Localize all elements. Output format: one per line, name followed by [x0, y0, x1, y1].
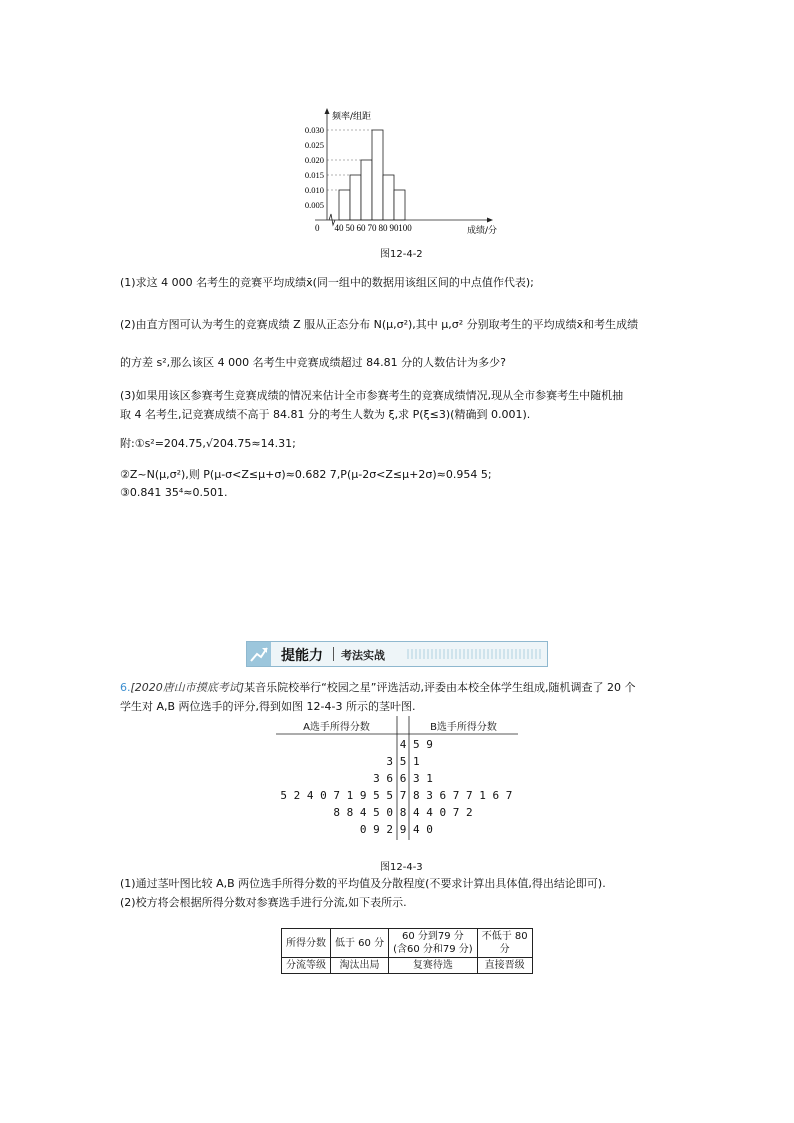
- stemleaf-leaves-b: 4 4 0 7 2: [413, 806, 473, 819]
- stemleaf-leaves-b: 1: [413, 755, 420, 768]
- x-tick-label: 70: [367, 223, 377, 233]
- stemleaf-stem: 6: [399, 772, 407, 785]
- question-number: 6.: [120, 681, 131, 694]
- section-banner: [246, 641, 548, 667]
- table-cell: 直接晋级: [477, 958, 532, 974]
- table-cell: 低于 60 分: [331, 929, 389, 958]
- y-tick-labels: [305, 125, 324, 210]
- table-cell: 复赛待选: [389, 958, 478, 974]
- origin-label: 0: [315, 223, 320, 233]
- y-tick-label: 0.030: [304, 125, 324, 135]
- p6-line-2: 学生对 A,B 两位选手的评分,得到如图 12-4-3 所示的茎叶图.: [120, 700, 416, 713]
- y-tick-label: 0.015: [304, 170, 324, 180]
- y-tick-label: 0.020: [304, 155, 324, 165]
- stemleaf-leaves-b: 8 3 6 7 7 1 6 7: [413, 789, 513, 802]
- histogram-bar: [372, 130, 383, 220]
- figure-caption-2: 图12-4-3: [380, 862, 423, 873]
- figure-caption-1: 图12-4-2: [380, 249, 423, 260]
- stemleaf-leaves-b: 3 1: [413, 772, 433, 785]
- x-axis-title: 成绩/分: [467, 226, 498, 236]
- stemleaf-header-b: B选手所得分数: [430, 722, 497, 733]
- stemleaf-leaves-b: 4 0: [413, 823, 433, 836]
- x-tick-label: 60: [356, 223, 366, 233]
- y-tick-label: 0.010: [304, 185, 324, 195]
- question-source: [2020唐山市摸底考试]: [130, 681, 245, 694]
- y-tick-label: 0.025: [304, 140, 324, 150]
- p6-question-1: (1)通过茎叶图比较 A,B 两位选手所得分数的平均值及分散程度(不要求计算出具体值,得出结论即可).: [120, 877, 606, 890]
- banner-stripe: [407, 649, 541, 659]
- x-tick-label: 50: [345, 223, 355, 233]
- stemleaf-stem: 8: [399, 806, 407, 819]
- stemleaf-stem: 9: [399, 823, 407, 836]
- table-cell: 60 分到79 分 (含60 分和79 分): [389, 929, 478, 958]
- p5-note-3: ③0.841 35⁴≈0.501.: [120, 486, 228, 499]
- table-cell: 淘汰出局: [331, 958, 389, 974]
- table-row: [282, 958, 533, 974]
- stemleaf-stem: 4: [399, 738, 407, 751]
- histogram-bar: [383, 175, 394, 220]
- stemleaf-leaves-a: 8 8 4 5 0: [333, 806, 393, 819]
- x-tick-label: 90: [389, 223, 399, 233]
- x-tick-label: 40: [334, 223, 344, 233]
- histogram-bar: [339, 190, 350, 220]
- histogram-bar: [394, 190, 405, 220]
- p5-question-2-line1: (2)由直方图可认为考生的竞赛成绩 Z 服从正态分布 N(μ,σ²),其中 μ,σ² 分别取考生的平均成绩x̄和考生成绩: [120, 318, 639, 331]
- table-cell: 分流等级: [282, 958, 331, 974]
- x-tick-labels: [335, 223, 413, 233]
- p5-note-1: 附:①s²=204.75,√204.75≈14.31;: [120, 437, 296, 450]
- stemleaf-stem: 5: [399, 755, 407, 768]
- banner-subtitle: 考法实战: [341, 649, 385, 662]
- stemleaf-leaves-a: 3: [386, 755, 393, 768]
- stemleaf-leaves-a: 3 6: [373, 772, 393, 785]
- p5-question-1: (1)求这 4 000 名考生的竞赛平均成绩x̄(同一组中的数据用该组区间的中点值作代表);: [120, 276, 534, 289]
- stemleaf-header-a: A选手所得分数: [303, 722, 370, 733]
- chart-trend-icon: [247, 642, 271, 666]
- p5-question-2-line2: 的方差 s²,那么该区 4 000 名考生中竞赛成绩超过 84.81 分的人数估计为多少?: [120, 356, 506, 369]
- table-row: [282, 929, 533, 958]
- grade-table: [281, 928, 533, 974]
- y-tick-label: 0.005: [304, 200, 324, 210]
- banner-divider: [333, 647, 334, 661]
- stem-leaf-plot: [276, 716, 518, 840]
- stemleaf-leaves-a: 5 2 4 0 7 1 9 5 5: [280, 789, 393, 802]
- p5-note-2: ②Z~N(μ,σ²),则 P(μ-σ<Z≤μ+σ)≈0.682 7,P(μ-2σ<Z≤μ+2σ)≈0.954 5;: [120, 468, 492, 481]
- histogram-bar: [350, 175, 361, 220]
- histogram-bar: [361, 160, 372, 220]
- p5-question-3-line1: (3)如果用该区参赛考生竞赛成绩的情况来估计全市参赛考生的竞赛成绩情况,现从全市参赛考生中随机抽: [120, 389, 624, 402]
- stemleaf-leaves-b: 5 9: [413, 738, 433, 751]
- table-cell: 所得分数: [282, 929, 331, 958]
- table-cell: 不低于 80 分: [477, 929, 532, 958]
- p5-question-3-line2: 取 4 名考生,记竞赛成绩不高于 84.81 分的考生人数为 ξ,求 P(ξ≤3)(精确到 0.001).: [120, 408, 531, 421]
- banner-title: 提能力: [281, 648, 323, 664]
- p6-question-2: (2)校方将会根据所得分数对参赛选手进行分流,如下表所示.: [120, 896, 407, 909]
- p6-line-1-text: 某音乐院校举行“校园之星”评选活动,评委由本校全体学生组成,随机调查了 20 个: [244, 681, 636, 694]
- p6-line-1: [120, 681, 635, 695]
- frequency-histogram: [285, 108, 515, 238]
- x-tick-label: 100: [398, 223, 412, 233]
- x-tick-label: 80: [378, 223, 388, 233]
- stemleaf-stem: 7: [399, 789, 407, 802]
- y-axis-title: 频率/组距: [332, 112, 372, 122]
- stemleaf-leaves-a: 0 9 2: [359, 823, 393, 836]
